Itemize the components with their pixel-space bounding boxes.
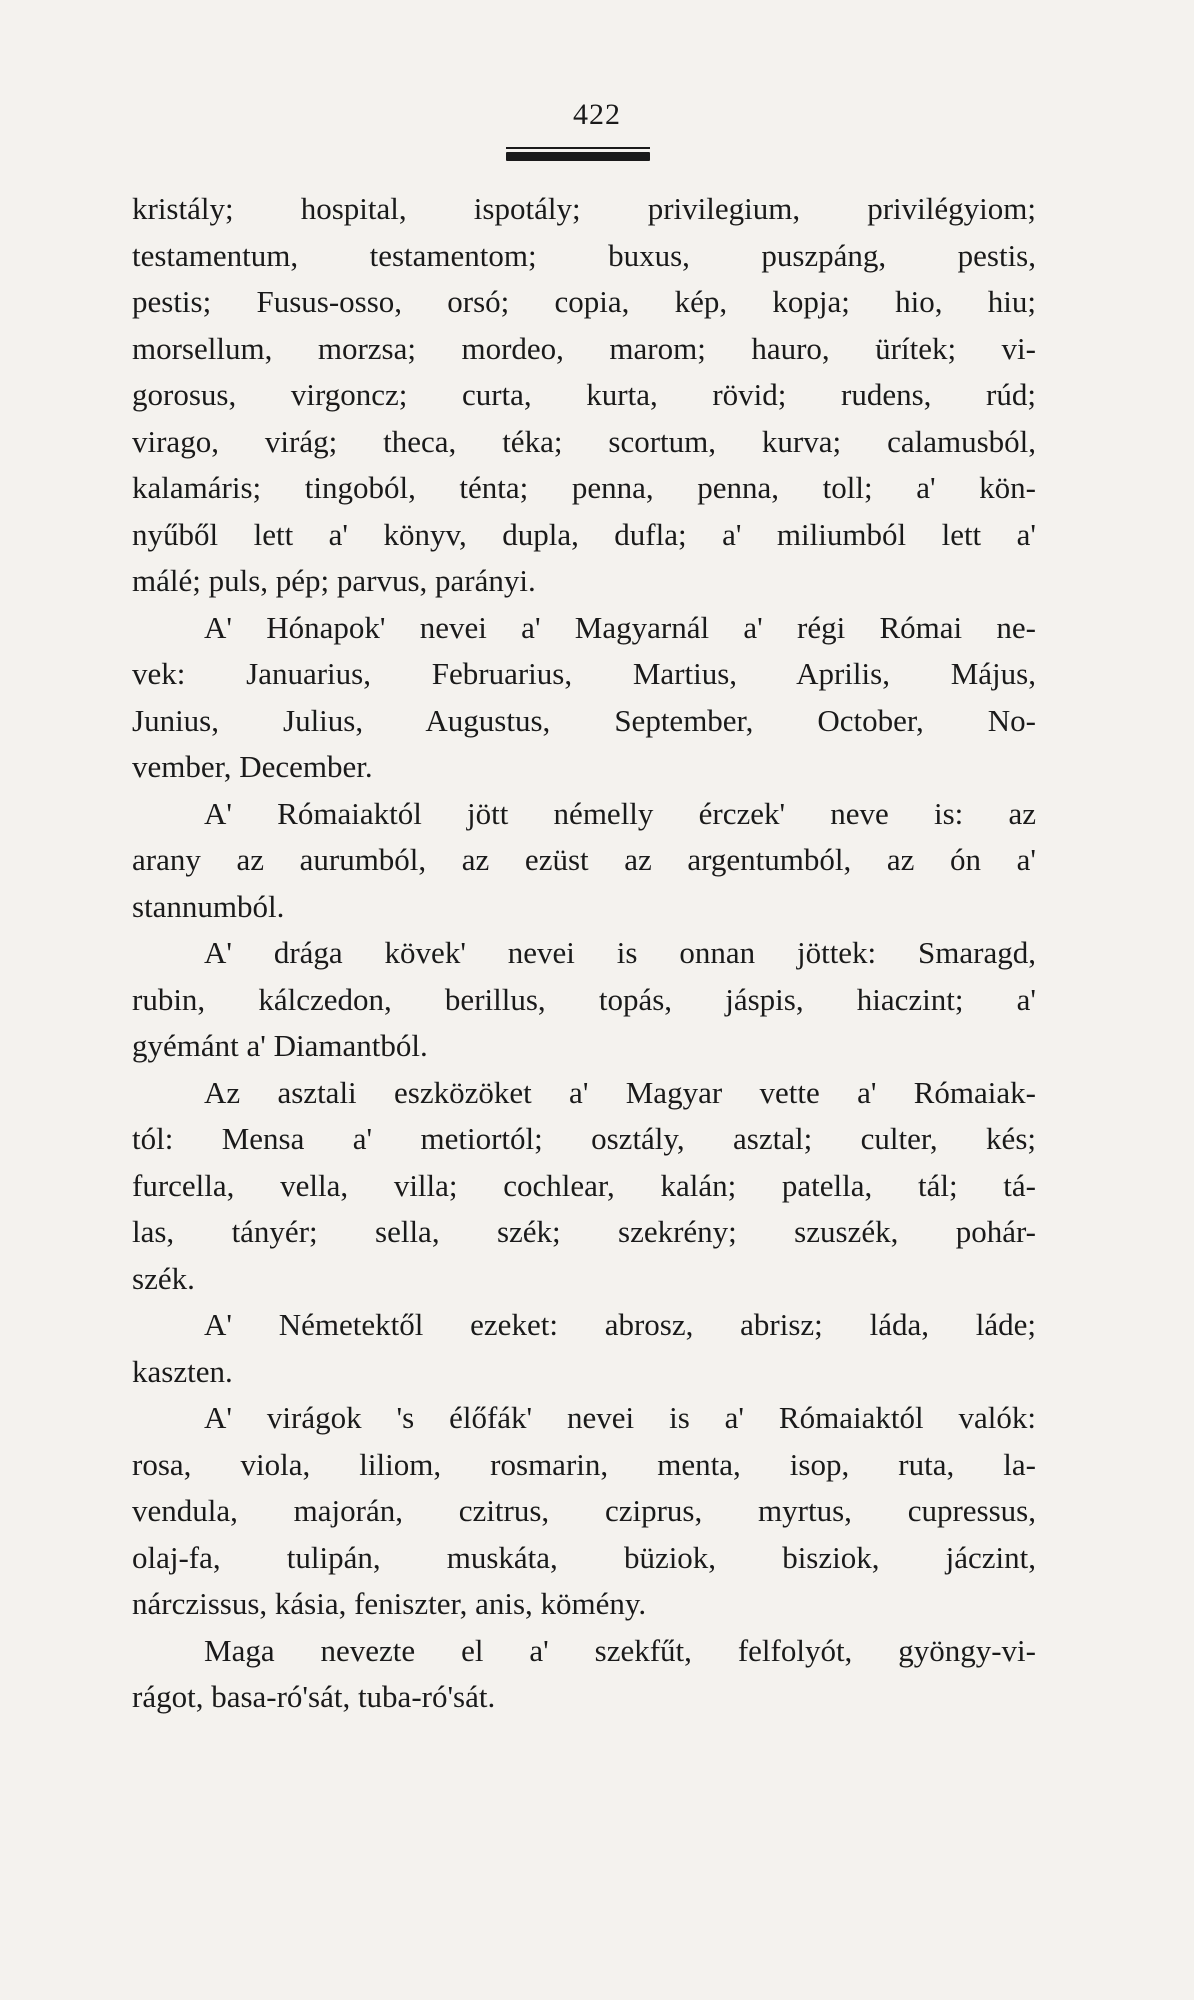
text-line: vember, December.: [132, 749, 373, 784]
text-line: A' Németektől ezeket: abrosz, abrisz; láda, láde;: [204, 1307, 1036, 1342]
text-line: Az asztali eszközöket a' Magyar vette a' Rómaiak-: [204, 1074, 1036, 1110]
text-line: virago, virág; theca, téka; scortum, kurva; calamusból,: [132, 423, 1036, 459]
text-line: kristály; hospital, ispotály; privilegium, privilégyiom;: [132, 191, 1036, 226]
text-line: A' Rómaiaktól jött némelly érczek' neve is: az: [204, 795, 1036, 831]
text-line: nárczissus, kásia, feniszter, anis, kömény.: [132, 1586, 647, 1621]
text-line: vendula, majorán, czitrus, cziprus, myrtus, cupressus,: [132, 1493, 1036, 1528]
text-line: pestis; Fusus-osso, orsó; copia, kép, kopja; hio, hiu;: [132, 284, 1036, 319]
text-line: morsellum, morzsa; mordeo, marom; hauro, ürítek; vi-: [132, 330, 1036, 366]
text-line: kalamáris; tingoból, ténta; penna, penna, toll; a' kön-: [132, 470, 1036, 505]
text-line: rosa, viola, liliom, rosmarin, menta, isop, ruta, la-: [132, 1446, 1036, 1482]
text-line: gorosus, virgoncz; curta, kurta, rövid; rudens, rúd;: [132, 377, 1036, 412]
text-line: las, tányér; sella, szék; szekrény; szuszék, pohár-: [132, 1214, 1036, 1249]
text-line: olaj-fa, tulipán, muskáta, büziok, bisziok, jáczint,: [132, 1539, 1036, 1575]
text-line: gyémánt a' Diamantból.: [132, 1028, 428, 1063]
text-line: furcella, vella, villa; cochlear, kalán; patella, tál; tá-: [132, 1167, 1036, 1203]
text-line: A' drága kövek' nevei is onnan jöttek: Smaragd,: [204, 935, 1036, 970]
text-line: testamentum, testamentom; buxus, puszpáng, pestis,: [132, 237, 1036, 273]
text-line: A' Hónapok' nevei a' Magyarnál a' régi Római ne-: [204, 609, 1036, 645]
text-line: vek: Januarius, Februarius, Martius, Aprilis, Május,: [132, 656, 1036, 691]
text-line: szék.: [132, 1260, 195, 1296]
text-line: nyűből lett a' könyv, dupla, dufla; a' miliumból lett a': [132, 516, 1036, 552]
text-line: stannumból.: [132, 888, 285, 924]
text-line: málé; puls, pép; parvus, parányi.: [132, 563, 536, 598]
text-line: tól: Mensa a' metiortól; osztály, asztal; culter, kés;: [132, 1121, 1036, 1156]
text-line: Maga nevezte el a' szekfűt, felfolyót, gyöngy-vi-: [204, 1632, 1036, 1668]
text-line: Junius, Julius, Augustus, September, October, No-: [132, 702, 1036, 738]
text-line: A' virágok 's élőfák' nevei is a' Rómaiaktól valók:: [204, 1400, 1036, 1435]
header-rule: [506, 152, 650, 161]
text-line: rubin, kálczedon, berillus, topás, jáspis, hiaczint; a': [132, 981, 1036, 1017]
body-text: [132, 186, 1036, 1721]
text-line: arany az aurumból, az ezüst az argentumból, az ón a': [132, 842, 1036, 877]
text-line: rágot, basa-ró'sát, tuba-ró'sát.: [132, 1679, 496, 1714]
page-number: 422: [573, 98, 621, 131]
text-line: kaszten.: [132, 1353, 233, 1389]
